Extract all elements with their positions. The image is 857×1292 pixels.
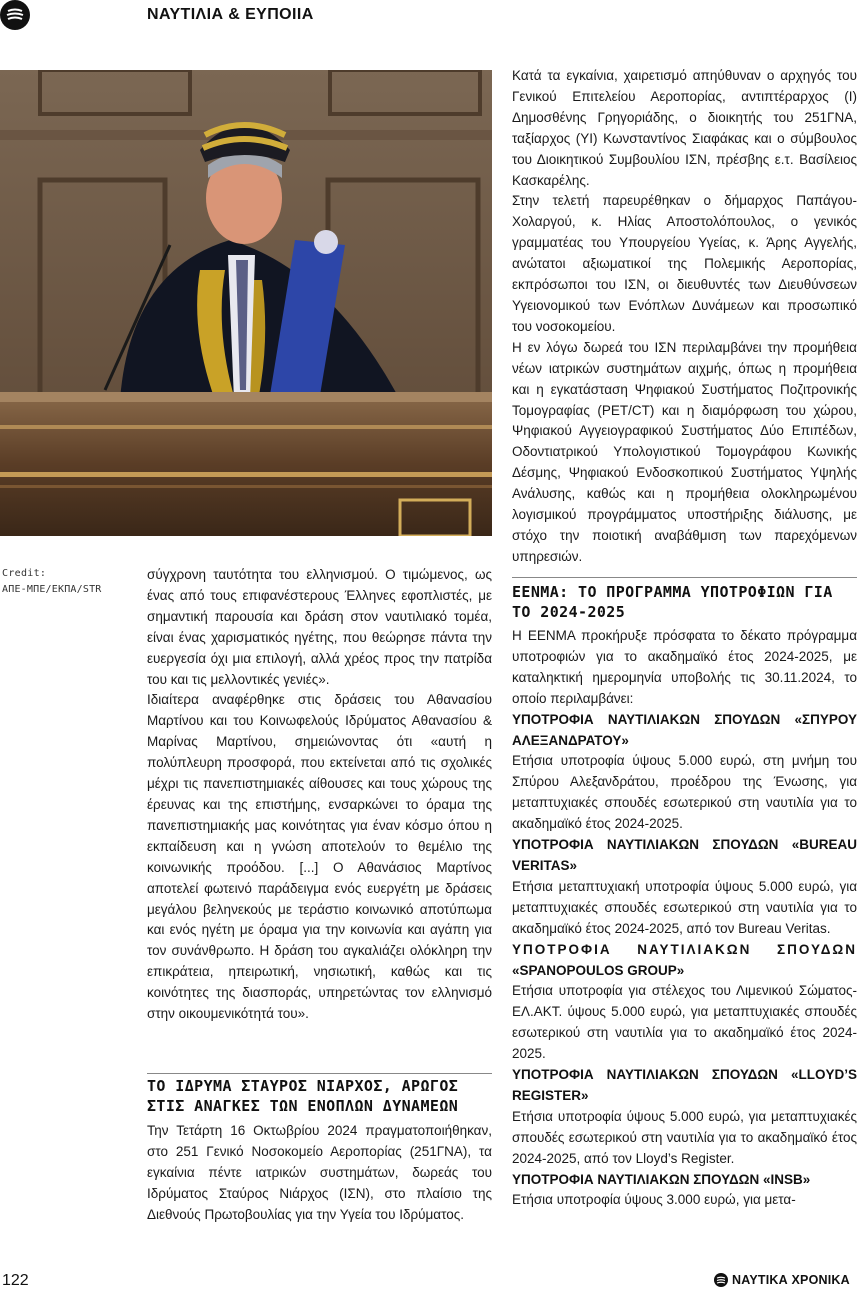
brand-logo-icon: [714, 1273, 728, 1287]
paragraph: Την Τετάρτη 16 Οκτωβρίου 2024 πραγματοποιήθηκαν, στο 251 Γενικό Νοσοκομείο Αεροπορίας (251ΓΝΑ), τα εγκαίνια πέντε ιατρικών συστημάτων, δωρεάς του Ιδρύματος Σταύρος Νιάρχος (ΙΣΝ), στο πλαίσιο της Διεθνούς Πρωτοβουλίας για την Υγεία του Ιδρύματος.: [147, 1123, 492, 1222]
scholarship-title: ΥΠΟΤΡΟΦΙΑ ΝΑΥΤΙΛΙΑΚΩΝ ΣΠΟΥΔΩΝ «ΣΠΥΡΟΥ ΑΛΕΞΑΝΔΡΑΤΟΥ»: [512, 711, 857, 748]
page-number: 122: [2, 1272, 29, 1289]
section-heading: ΕΕΝΜΑ: ΤΟ ΠΡΟΓΡΑΜΜΑ ΥΠΟΤΡΟΦΙΩΝ ΓΙΑ ΤΟ 2024-2025: [512, 583, 833, 621]
photo-credit: ΑΠΕ-ΜΠΕ/ΕΚΠΑ/STR: [2, 584, 102, 595]
section-divider: [512, 577, 857, 578]
scholarship-text: Ετήσια μεταπτυχιακή υποτροφία ύψους 5.000 ευρώ, για μεταπτυχιακές σπουδές εσωτερικού στη ναυτιλία για το ακαδημαϊκό έτος 2024-2025, από τον Bureau Veritas.: [512, 878, 857, 936]
paragraph: Η εν λόγω δωρεά του ΙΣΝ περιλαμβάνει την προμήθεια νέων ιατρικών συστημάτων αιχμής, όπως η προμήθεια και η εγκατάσταση Ψηφιακού Συστήματος Ποζιτρονικής Τομογραφίας (PET/CT) και η διαμόρφωση του χώρου, Ψηφιακού Αγγειογραφικού Συστήματος Δύο Επιπέδων, Οδοντιατρικού Υπολογιστικού Τομογράφου Κωνικής Δέσμης, Ψηφιακού Ενδοσκοπικού Συστήματος Υψηλής Ανάλυσης, καθώς και η προμήθεια ολοκληρωμένου λογισμικού προγράμματος υποστήριξης διάλυσης, με στόχο την ποιοτική αναβάθμιση των παρεχόμενων υπηρεσιών.: [512, 339, 857, 564]
scholarship-title: «SPANOPOULOS GROUP»: [512, 962, 685, 978]
scholarship-text: Ετήσια υποτροφία για στέλεχος του Λιμενικού Σώματος-ΕΛ.ΑΚΤ. ύψους 5.000 ευρώ, για μεταπτυχιακές σπουδές εσωτερικού στη ναυτιλία για το ακαδημαϊκό έτος 2024-2025.: [512, 983, 857, 1062]
section-title: ΝΑΥΤΙΛΙΑ & ΕΥΠΟΙΙΑ: [147, 6, 314, 23]
paragraph: Κατά τα εγκαίνια, χαιρετισμό απηύθυναν ο αρχηγός του Γενικού Επιτελείου Αεροπορίας, αντιπτέραρχος (Ι) Δημοσθένης Γρηγοριάδης, ο διοικητής του 251ΓΝΑ, ταξίαρχος (ΥΙ) Κωνσταντίνος Σιαφάκας και ο σύμβουλος του Διοικητικού Συμβουλίου ΙΣΝ, πρέσβης ε.τ. Βασίλειος Κασκαρέλης.: [512, 68, 857, 188]
paragraph: Στην τελετή παρευρέθηκαν ο δήμαρχος Παπάγου-Χολαργού, κ. Ηλίας Αποστολόπουλος, ο γενικός γραμματέας του Υπουργείου Υγείας, κ. Άρης Αγγελής, ανώτατοι αξιωματικοί της Πολεμικής Αεροπορίας, εκπρόσωποι του ΙΣΝ, οι διευθυντές των Διευθύνσεων Υγειονομικού των Ενόπλων Δυνάμεων και προσωπικό του νοσοκομείου.: [512, 193, 857, 334]
publication-logo-icon: [0, 0, 30, 30]
scholarship-text: Ετήσια υποτροφία ύψους 5.000 ευρώ, για μεταπτυχιακές σπουδές εσωτερικού στη ναυτιλία για το ακαδημαϊκό έτος 2024-2025, από τον Lloyd’s Register.: [512, 1108, 857, 1166]
right-column-top: [512, 66, 857, 568]
paragraph: σύγχρονη ταυτότητα του ελληνισμού. Ο τιμώμενος, ως ένας από τους επιφανέστερους Έλληνες εφοπλιστές, με σημαντική παρουσία και δράση στον ναυτιλιακό τομέα, είναι ένας χαρισματικός ηγέτης, που θεώρησε πάντα την ευεργεσία όχι μια επιλογή, αλλά χρέος προς την πατρίδα του και τις μελλοντικές γενιές».: [147, 567, 492, 687]
section-heading: ΤΟ ΙΔΡΥΜΑ ΣΤΑΥΡΟΣ ΝΙΑΡΧΟΣ, ΑΡΩΓΟΣ ΣΤΙΣ ΑΝΑΓΚΕΣ ΤΩΝ ΕΝΟΠΛΩΝ ΔΥΝΑΜΕΩΝ: [147, 1077, 459, 1115]
scholarship-title: ΥΠΟΤΡΟΦΙΑ ΝΑΥΤΙΛΙΑΚΩΝ ΣΠΟΥΔΩΝ: [512, 941, 857, 957]
paragraph: Ιδιαίτερα αναφέρθηκε στις δράσεις του Αθανασίου Μαρτίνου και του Κοινωφελούς Ιδρύματος Αθανασίου & Μαρίνας Μαρτίνου, σημειώνοντας ότι «αυτή η πολύπλευρη προσφορά, που εκτείνεται από τις σχολικές μέχρι τις πανεπιστημιακές αίθουσες και τους χώρους της έρευνας και της επιστήμης, ενσαρκώνει το όραμα της πανεπιστημιακής μας κοινότητας για έναν κόσμο όπου η εκπαίδευση και η γνώση αποτελούν το θεμέλιο της κοινωνικής προόδου. [...] Ο Αθανάσιος Μαρτίνος αποτελεί φωτεινό παράδειγμα ενός ευεργέτη με δράσεις μεγάλου βεληνεκούς με τεράστιο κοινωνικό αποτύπωμα και ενός ηγέτη με όραμα για την κοινωνία και αγάπη για τον συνάνθρωπο. Η δράση του αγκαλιάζει ολόκληρη την επικράτεια, ηπειρωτική, νησιωτική, καθώς και τις κοινότητες της διασποράς, υπηρετώντας τον ελληνισμό στην οικουμενικότητά του».: [147, 692, 492, 1022]
article-photo: [0, 70, 492, 536]
footer-brand: ΝΑΥΤΙΚΑ ΧΡΟΝΙΚΑ: [732, 1273, 850, 1287]
scholarship-title: ΥΠΟΤΡΟΦΙΑ ΝΑΥΤΙΛΙΑΚΩΝ ΣΠΟΥΔΩΝ «LLOYD’S REGISTER»: [512, 1067, 857, 1103]
section-divider: [147, 1073, 492, 1074]
scholarship-text: Ετήσια υποτροφία ύψους 3.000 ευρώ, για μετα-: [512, 1192, 796, 1208]
photo-credit-label: Credit:: [2, 568, 47, 579]
scholarship-text: Ετήσια υποτροφία ύψους 5.000 ευρώ, στη μνήμη του Σπύρου Αλεξανδράτου, προέδρου της Ένωσης, για μεταπτυχιακές σπουδές εσωτερικού στη ναυτιλία για το ακαδημαϊκό έτος 2024-2025.: [512, 753, 857, 832]
section-body: [147, 1121, 492, 1226]
scholarship-title: ΥΠΟΤΡΟΦΙΑ ΝΑΥΤΙΛΙΑΚΩΝ ΣΠΟΥΔΩΝ «BUREAU VERITAS»: [512, 837, 857, 873]
scholarship-title: ΥΠΟΤΡΟΦΙΑ ΝΑΥΤΙΛΙΑΚΩΝ ΣΠΟΥΔΩΝ «INSB»: [512, 1171, 811, 1187]
right-column-bottom: [512, 626, 857, 1211]
paragraph: Η ΕΕΝΜΑ προκήρυξε πρόσφατα το δέκατο πρόγραμμα υποτροφιών για το ακαδημαϊκό έτος 2024-2025, με καταληκτική ημερομηνία υποβολής τις 30.11.2024, το οποίο περιλαμβάνει:: [512, 628, 857, 706]
middle-column: [147, 565, 492, 1025]
